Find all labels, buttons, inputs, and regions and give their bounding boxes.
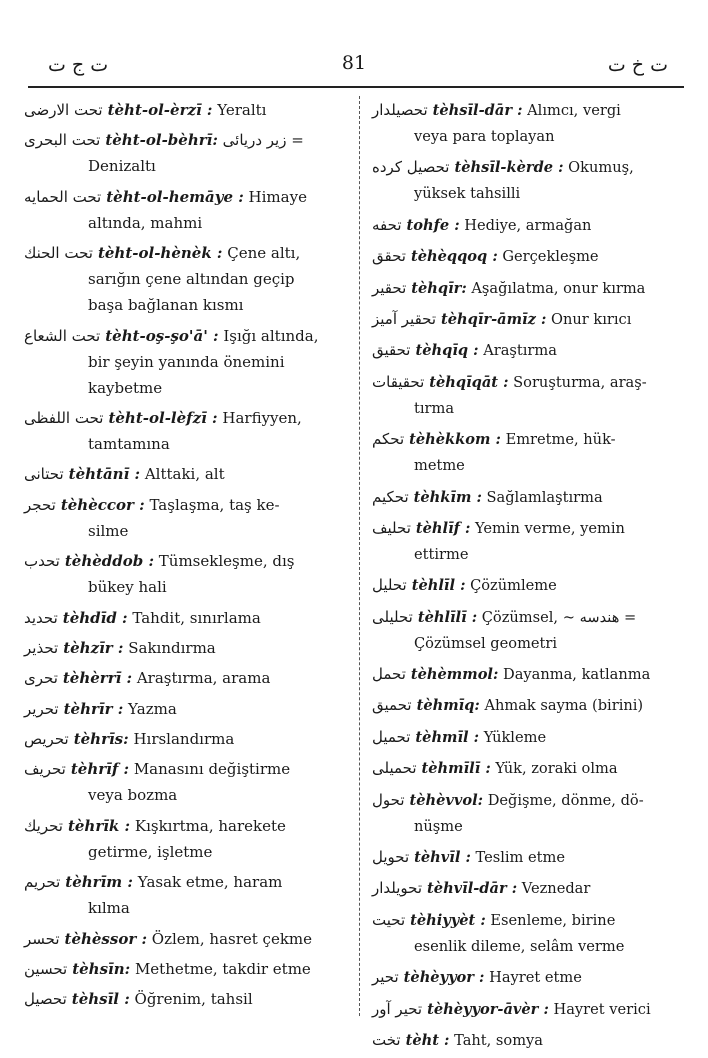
dictionary-entry (372, 755, 680, 782)
dictionary-entry (372, 844, 680, 871)
arabic-script-headword: تحقیقات (372, 372, 425, 391)
arabic-script-headword: تحجر (24, 495, 56, 514)
dictionary-entry (24, 813, 352, 865)
definition-text: Methetme, takdir etme (134, 960, 311, 979)
arabic-script-headword: تحریم (24, 873, 61, 892)
definition-continuation: veya para toplayan (414, 128, 555, 145)
entry-first-line (372, 484, 680, 511)
definition-continuation: başa bağlanan kısmı (88, 296, 244, 315)
entry-first-line (24, 813, 352, 839)
arabic-script-headword: تحكم (372, 430, 405, 449)
definition-text: Hayret verici (553, 1000, 651, 1018)
arabic-script-headword: تحمیق (372, 696, 412, 715)
arabic-script-headword: تحت الشعاع (24, 326, 101, 345)
dictionary-entry (24, 635, 352, 661)
transliterated-headword: tèhèccor : (60, 495, 145, 514)
definition-continuation: esenlik dileme, selâm verme (414, 937, 625, 955)
header-left-letters: ت ج ت (48, 54, 109, 76)
entry-first-line (372, 212, 680, 239)
arabic-script-headword: تحیت (372, 910, 406, 929)
entry-first-line (372, 97, 680, 124)
transliterated-headword: tèhlīl : (411, 577, 466, 595)
arabic-script-headword: تحسین (24, 960, 68, 979)
definition-text: Yeraltı (217, 101, 267, 119)
transliterated-headword: tèhèvvol: (409, 791, 484, 809)
arabic-script-headword: تحمل (372, 665, 406, 684)
dictionary-entry (372, 212, 680, 239)
dictionary-entry (24, 548, 352, 600)
dictionary-entry (372, 996, 680, 1023)
definition-text: Alttaki, alt (144, 465, 225, 484)
transliterated-headword: tèhèddob : (64, 552, 155, 571)
arabic-script-headword: تحدب (24, 552, 60, 571)
definition-continuation: Denizaltı (88, 157, 156, 176)
transliterated-headword: tèhvīl-dār : (427, 880, 518, 898)
entry-first-line (24, 184, 352, 210)
entry-first-line (372, 426, 680, 453)
dictionary-entry (24, 696, 352, 722)
transliterated-headword: tèhrīf : (70, 760, 130, 779)
transliterated-headword: tèhiyyèt : (410, 911, 486, 929)
definition-text: Manasını değiştirme (133, 760, 291, 779)
definition-text: Sakındırma (128, 638, 216, 657)
dictionary-entry (372, 964, 680, 991)
transliterated-headword: tèhèqqoq : (410, 248, 498, 266)
dictionary-entry (372, 692, 680, 719)
definition-continuation: bir şeyin yanında önemini (88, 352, 285, 371)
arabic-script-headword: تحت الارضى (24, 101, 103, 119)
entry-first-line (24, 756, 352, 782)
definition-continuation: bükey hali (88, 578, 167, 597)
definition-text: Hırslandırma (133, 730, 235, 749)
definition-text: Harfiyyen, (222, 408, 302, 427)
left-column (24, 97, 352, 1017)
definition-text: Kışkırtma, harekete (134, 816, 286, 835)
transliterated-headword: tèhèyyor-āvèr : (427, 1000, 549, 1018)
dictionary-entry (372, 875, 680, 902)
arabic-script-headword: تحرى (24, 669, 58, 688)
definition-text: Değişme, dönme, dö- (487, 791, 644, 809)
arabic-script-headword: تحلیف (372, 518, 411, 537)
definition-continuation: sarığın çene altından geçip (88, 270, 295, 289)
right-column (372, 97, 680, 1058)
transliterated-headword: tèhqīq : (415, 342, 479, 360)
dictionary-entry (372, 306, 680, 333)
dictionary-entry (372, 724, 680, 751)
entry-first-line (372, 572, 680, 599)
arabic-script-headword: تحیر آور (372, 999, 423, 1018)
transliterated-headword: tèhvīl : (414, 849, 471, 867)
arabic-script-headword: تحول (372, 790, 405, 809)
arabic-script-headword: تحت البحرى (24, 131, 101, 150)
entry-first-line (24, 127, 352, 153)
definition-text: Taht, somya (454, 1031, 543, 1049)
entry-first-line (24, 405, 352, 431)
transliterated-headword: tèhqīr: (411, 279, 467, 297)
dictionary-entry (24, 926, 352, 952)
arabic-script-headword: تحقیر (372, 278, 407, 297)
entry-first-line (372, 875, 680, 902)
arabic-script-headword: تحصیل کرده (372, 158, 450, 177)
dictionary-entry (24, 184, 352, 236)
arabic-script-headword: تحمیل (372, 727, 411, 746)
entry-first-line (24, 665, 352, 691)
dictionary-entry (372, 337, 680, 364)
transliterated-headword: tèhrīs: (73, 730, 129, 749)
definition-continuation: kılma (88, 899, 130, 918)
definition-continuation: Çözümsel geometri (414, 634, 558, 652)
entry-first-line (372, 996, 680, 1023)
arabic-script-headword: تحلیل (372, 576, 407, 595)
arabic-script-headword: تحدید (24, 608, 58, 627)
arabic-script-headword: تحقق (372, 247, 406, 266)
dictionary-entry (372, 243, 680, 270)
dictionary-entry (24, 240, 352, 318)
dictionary-entry (372, 572, 680, 599)
definition-text: Öğrenim, tahsil (134, 990, 253, 1009)
transliterated-headword: tèhèmmol: (410, 666, 499, 684)
definition-text: Onur kırıcı (551, 310, 632, 328)
definition-text: Dayanma, katlanma (503, 666, 651, 684)
definition-text: Yazma (128, 699, 177, 718)
definition-text: Hediye, armağan (464, 216, 592, 234)
entry-first-line (372, 515, 680, 542)
arabic-script-headword: تحیر (372, 968, 399, 987)
entry-first-line (24, 696, 352, 722)
entry-first-line (24, 240, 352, 266)
arabic-script-headword: تحت اللفظى (24, 408, 104, 427)
entry-first-line (372, 154, 680, 181)
header-rule (28, 86, 684, 88)
definition-continuation: metme (414, 457, 465, 475)
dictionary-entry (24, 726, 352, 752)
transliterated-headword: tèht-ol-hemāye : (106, 187, 244, 206)
transliterated-headword: tèhsīl-dār : (432, 102, 523, 119)
dictionary-entry (372, 484, 680, 511)
entry-first-line (24, 926, 352, 952)
definition-text: Sağlamlaştırma (486, 488, 603, 506)
definition-continuation: veya bozma (88, 786, 178, 805)
transliterated-headword: tèhqīr-āmīz : (441, 310, 547, 328)
definition-continuation: altında, mahmi (88, 213, 203, 232)
entry-first-line (24, 97, 352, 123)
entry-first-line (372, 724, 680, 751)
entry-first-line (24, 869, 352, 895)
dictionary-entry (372, 1027, 680, 1054)
definition-text: Teslim etme (475, 849, 565, 867)
definition-text: Yükleme (483, 728, 547, 746)
transliterated-headword: tèhèrrī : (62, 669, 133, 688)
entry-first-line (372, 692, 680, 719)
dictionary-entry (24, 605, 352, 631)
transliterated-headword: tèhèyyor : (403, 969, 485, 987)
definition-text: Tümsekleşme, dış (158, 552, 295, 571)
entry-first-line (372, 844, 680, 871)
definition-text: Taşlaşma, taş ke- (149, 495, 280, 514)
transliterated-headword: tèhlīlī : (417, 608, 478, 626)
arabic-script-headword: تحصیلدار (372, 101, 428, 119)
transliterated-headword: tèhsīn: (72, 960, 131, 979)
transliterated-headword: tèht-ol-èrzī : (107, 101, 213, 119)
dictionary-entry (372, 154, 680, 207)
dictionary-entry (372, 369, 680, 422)
transliterated-headword: tèhèssor : (64, 929, 147, 948)
transliterated-headword: tèhsīl-kèrde : (454, 159, 564, 177)
transliterated-headword: tèhqīqāt : (429, 373, 509, 391)
arabic-script-headword: تخت (372, 1030, 401, 1049)
transliterated-headword: tèhèkkom : (409, 431, 501, 449)
definition-text: Okumuş, (568, 159, 634, 177)
dictionary-entry (24, 869, 352, 921)
entry-first-line (24, 492, 352, 518)
arabic-script-headword: تحكیم (372, 487, 409, 506)
definition-text: Aşağılatma, onur kırma (471, 279, 646, 297)
definition-text: Veznedar (521, 880, 591, 898)
dictionary-entry (24, 665, 352, 691)
arabic-script-headword: تحفه (372, 215, 402, 234)
entry-first-line (24, 726, 352, 752)
dictionary-entry (372, 426, 680, 479)
column-divider (359, 96, 360, 1016)
transliterated-headword: tèhmīlī : (421, 760, 491, 778)
definition-text: Hayret etme (489, 969, 582, 987)
arabic-script-headword: تحصیل (24, 990, 67, 1009)
definition-text: Soruşturma, araş- (513, 373, 647, 391)
dictionary-entry (372, 97, 680, 150)
dictionary-entry (24, 492, 352, 544)
arabic-script-headword: تحلیلی (372, 607, 413, 626)
arabic-script-headword: تحریف (24, 760, 66, 779)
definition-continuation: tırma (414, 399, 455, 417)
definition-text: Esenleme, birine (490, 911, 616, 929)
definition-text: Ahmak sayma (birini) (484, 697, 644, 715)
entry-first-line (24, 548, 352, 574)
arabic-script-headword: تحریص (24, 730, 69, 749)
definition-text: Araştırma (483, 342, 557, 360)
entry-first-line (372, 755, 680, 782)
header-right-letters: ت خ ت (607, 54, 668, 76)
dictionary-entry (24, 461, 352, 487)
transliterated-headword: tèhtānī : (68, 465, 141, 484)
entry-first-line (24, 461, 352, 487)
transliterated-headword: tèhmīq: (416, 697, 480, 715)
dictionary-entry (24, 756, 352, 808)
dictionary-entry (372, 515, 680, 568)
definition-text: زیر دریائی = (222, 131, 304, 150)
definition-continuation: ettirme (414, 545, 469, 563)
transliterated-headword: tèhkīm : (413, 488, 482, 506)
transliterated-headword: tèhsīl : (71, 990, 130, 1009)
arabic-script-headword: تحریك (24, 816, 63, 835)
arabic-script-headword: تحسر (24, 929, 60, 948)
entry-first-line (24, 956, 352, 982)
dictionary-entry (24, 405, 352, 457)
dictionary-entry (372, 907, 680, 960)
entry-first-line (372, 306, 680, 333)
definition-continuation: getirme, işletme (88, 842, 213, 861)
definition-text: Çene altı, (227, 244, 301, 263)
definition-continuation: yüksek tahsilli (414, 185, 521, 203)
dictionary-entry (24, 956, 352, 982)
transliterated-headword: tèht-ol-bèhrī: (105, 131, 218, 150)
definition-text: Özlem, hasret çekme (151, 929, 313, 948)
dictionary-entry (24, 323, 352, 401)
transliterated-headword: tèhdīd : (62, 608, 128, 627)
arabic-script-headword: تحقیر آمیز (372, 309, 437, 328)
definition-text: Işığı altında, (223, 326, 319, 345)
transliterated-headword: tèhmīl : (415, 728, 480, 746)
arabic-script-headword: تحقیق (372, 341, 411, 360)
transliterated-headword: tèhzīr : (63, 638, 124, 657)
dictionary-entry (372, 604, 680, 657)
definition-continuation: nüşme (414, 817, 463, 835)
transliterated-headword: tèht-ol-lèfzī : (108, 408, 218, 427)
transliterated-headword: tèhrīr : (63, 699, 124, 718)
entry-first-line (372, 604, 680, 631)
arabic-script-headword: تحمیلی (372, 759, 417, 778)
arabic-script-headword: تحریر (24, 699, 59, 718)
definition-text: Gerçekleşme (502, 248, 599, 266)
arabic-script-headword: تحویل (372, 848, 410, 867)
definition-text: Araştırma, arama (136, 669, 271, 688)
transliterated-headword: tèht-oş-şo'ā' : (105, 326, 219, 345)
entry-first-line (24, 323, 352, 349)
entry-first-line (372, 907, 680, 934)
arabic-script-headword: تحت الحمایه (24, 187, 102, 206)
arabic-script-headword: تحتانى (24, 465, 64, 484)
definition-text: Himaye (248, 187, 307, 206)
dictionary-entry (24, 97, 352, 123)
dictionary-entry (372, 661, 680, 688)
dictionary-entry (372, 275, 680, 302)
definition-text: Yasak etme, haram (137, 873, 283, 892)
definition-text: Çözümsel, ~ هندسه = (481, 608, 637, 626)
transliterated-headword: tèht : (405, 1031, 450, 1049)
arabic-script-headword: تحویلدار (372, 879, 423, 898)
entry-first-line (24, 635, 352, 661)
entry-first-line (372, 369, 680, 396)
definition-continuation: kaybetme (88, 378, 163, 397)
transliterated-headword: tèhrīk : (67, 816, 131, 835)
definition-continuation: tamtamına (88, 434, 170, 453)
entry-first-line (372, 787, 680, 814)
page-number: 81 (341, 52, 367, 74)
definition-text: Alımcı, vergi (527, 102, 621, 119)
dictionary-entry (372, 787, 680, 840)
arabic-script-headword: تحت الحنك (24, 244, 93, 263)
definition-text: Yük, zoraki olma (495, 760, 618, 778)
page-header (0, 50, 708, 80)
definition-continuation: silme (88, 521, 129, 540)
dictionary-entry (24, 986, 352, 1012)
entry-first-line (24, 986, 352, 1012)
definition-text: Tahdit, sınırlama (132, 608, 261, 627)
definition-text: Çözümleme (470, 577, 557, 595)
entry-first-line (372, 1027, 680, 1054)
transliterated-headword: tèht-ol-hènèk : (97, 244, 223, 263)
definition-text: Emretme, hük- (505, 431, 616, 449)
entry-first-line (372, 243, 680, 270)
transliterated-headword: tohfe : (406, 216, 460, 234)
definition-text: Yemin verme, yemin (475, 519, 625, 537)
transliterated-headword: tèhlīf : (415, 519, 471, 537)
entry-first-line (372, 964, 680, 991)
dictionary-entry (24, 127, 352, 179)
arabic-script-headword: تحذیر (24, 638, 59, 657)
entry-first-line (372, 661, 680, 688)
entry-first-line (24, 605, 352, 631)
entry-first-line (372, 275, 680, 302)
entry-first-line (372, 337, 680, 364)
transliterated-headword: tèhrīm : (65, 873, 133, 892)
